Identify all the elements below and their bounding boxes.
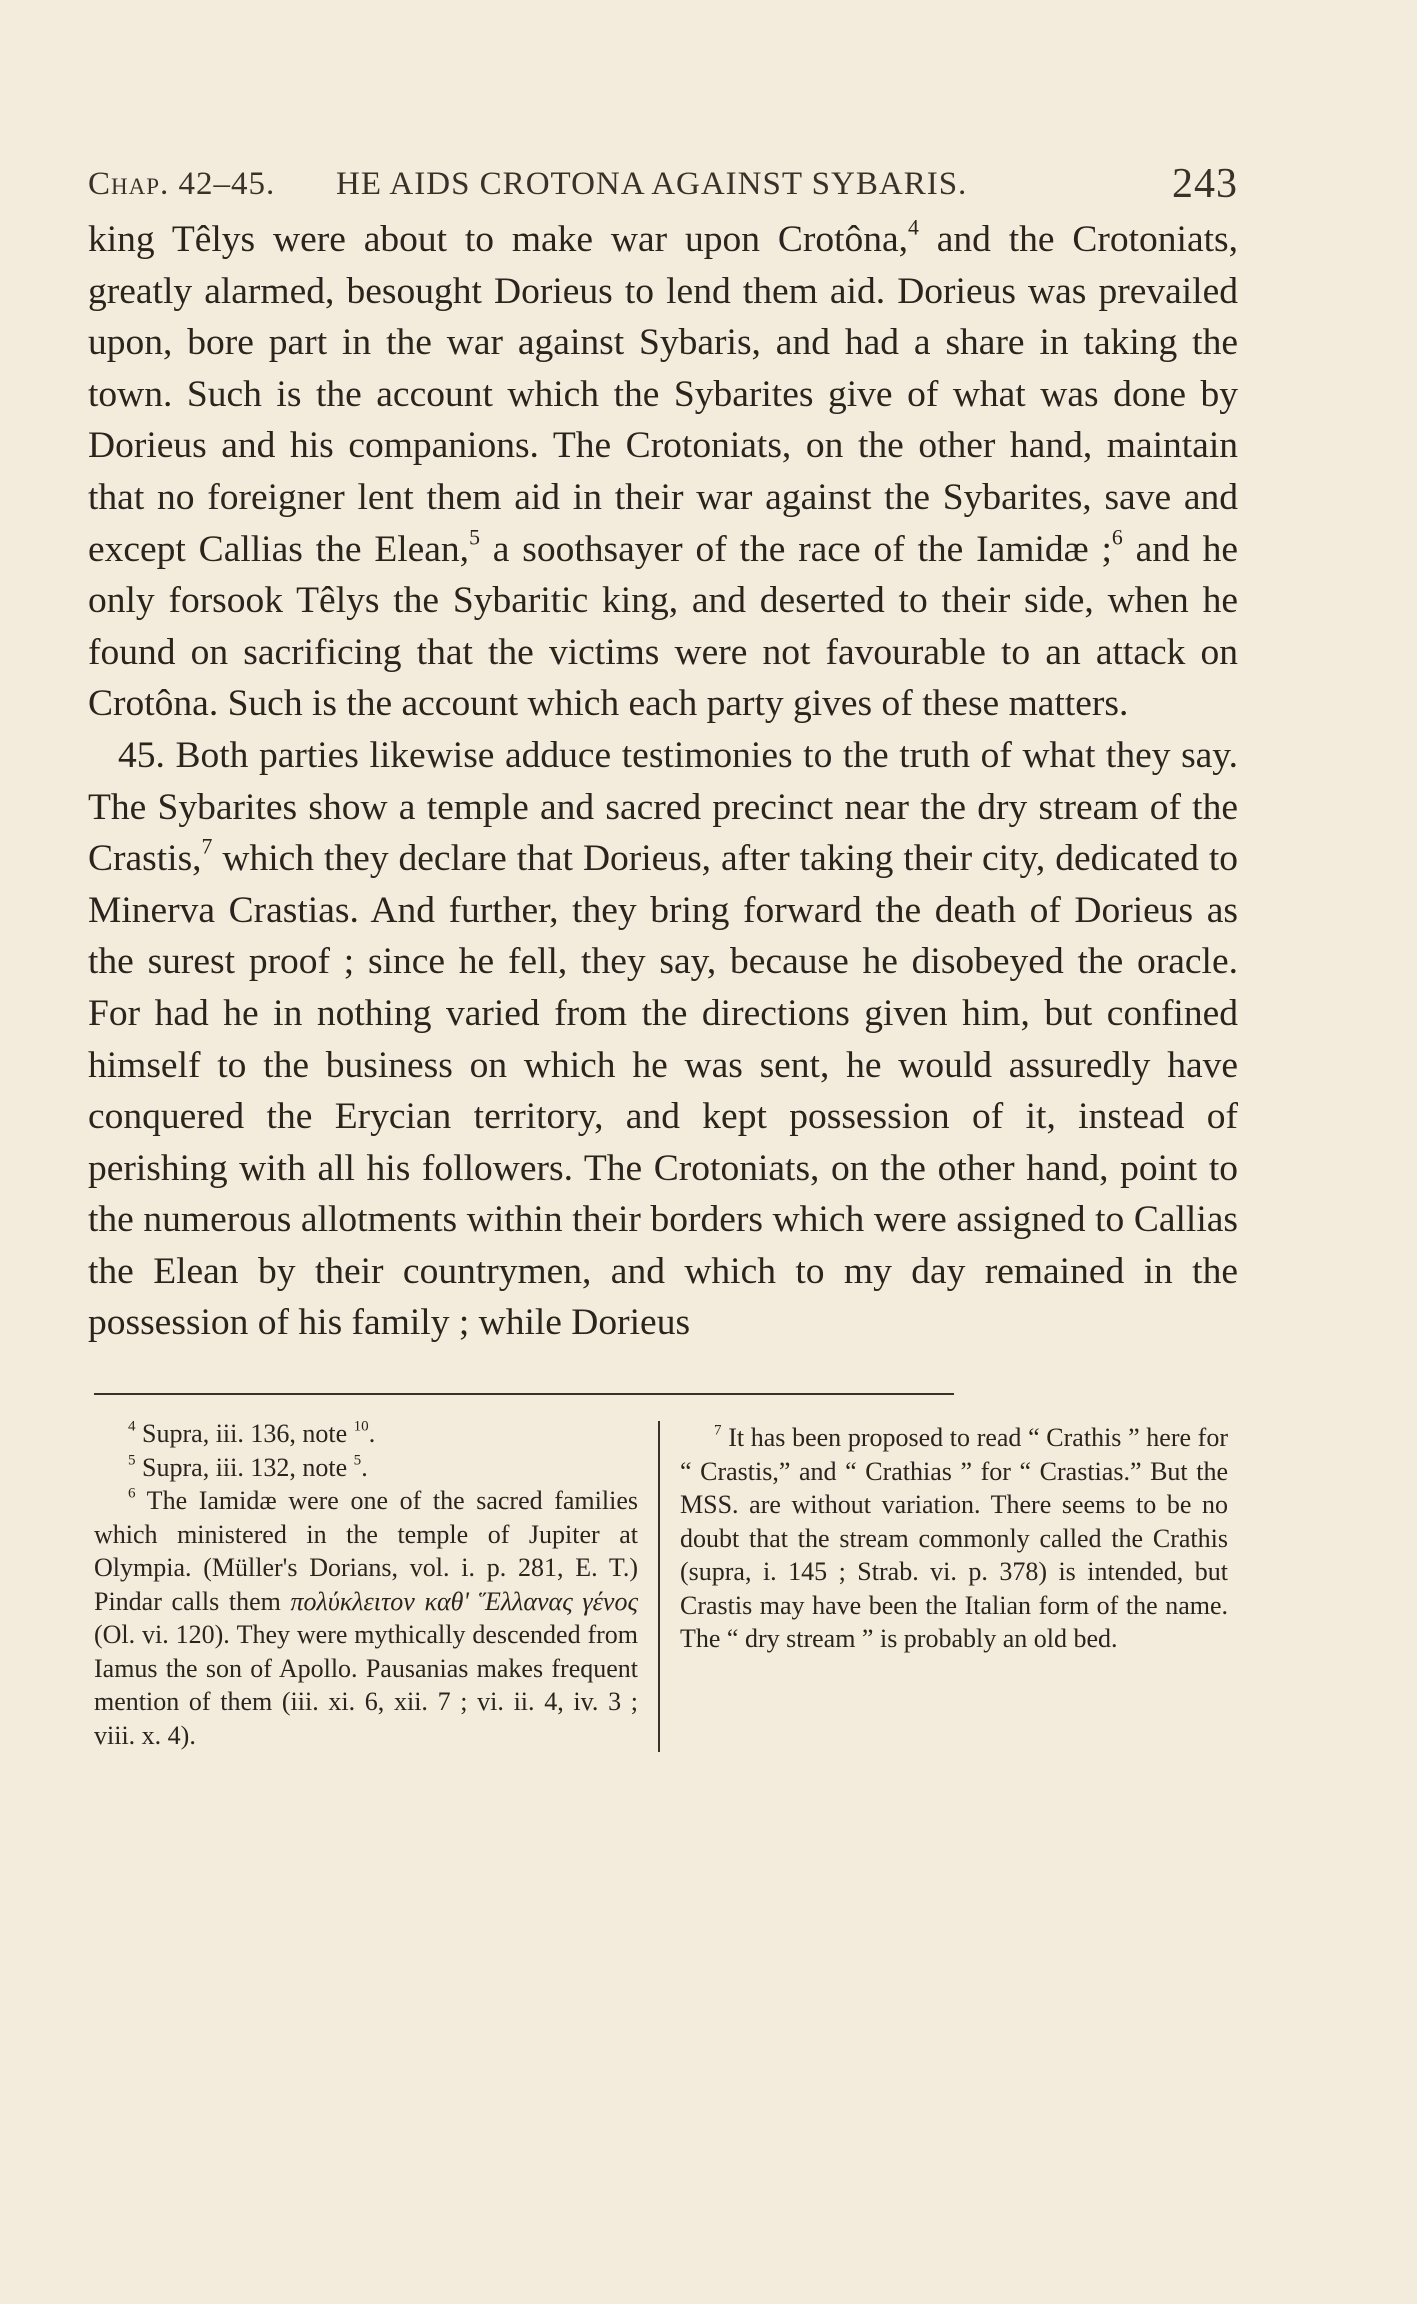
footnote-divider: [94, 1393, 954, 1395]
main-text: [88, 214, 1238, 1349]
paragraph: 45. Both parties likewise adduce testimonies to the truth of what they say. The Sybarites show a temple and sacred precinct near the dry stream of the Crastis,$^7$ which they declare that Dorieus, after taking their city, dedicated to Minerva Crastias. And further, they bring forward the death of Dorieus as the surest proof ; since he fell, they say, because he disobeyed the oracle. For had he in nothing varied from the directions given him, but confined himself to the business on which he was sent, he would assuredly have conquered the Erycian territory, and kept possession of it, instead of perishing with all his followers. The Crotoniats, on the other hand, point to the numerous allotments within their borders which were assigned to Callias the Elean by their countrymen, and which to my day remained in the possession of his family ; while Dorieus: [88, 734, 1238, 1344]
footnote-4: $^4$ Supra, iii. 136, note $^{10}$.: [128, 1418, 376, 1449]
page-number: 243: [1172, 161, 1238, 207]
footnote-ref: 7: [201, 834, 213, 859]
footnote-7: $^7$ It has been proposed to read “ Crathis ” here for “ Crastis,” and “ Crathias ” for “ Crastias.” But the MSS. are without variation. There seems to be no doubt that the stream commonly called the Crathis (supra, i. 145 ; Strab. vi. p. 378) is intended, but Crastis may have been the Italian form of the name. The “ dry stream ” is probably an old bed.: [680, 1422, 1228, 1654]
footnote-column-left: [88, 1417, 658, 1752]
footnote-5: $^5$ Supra, iii. 132, note $^5$.: [128, 1452, 368, 1482]
footnote-6: $^6$ The Iamidæ were one of the sacred families which ministered in the temple of Jupiter at Olympia. (Müller's Dorians, vol. i. p. 281, E. T.) Pindar calls them πολύκλειτον καθ' Ἕλλανας γένος (Ol. vi. 120). They were mythically descended from Iamus the son of Apollo. Pausanias makes frequent mention of them (iii. xi. 6, xii. 7 ; vi. ii. 4, iv. 3 ; viii. x. 4).: [94, 1485, 638, 1750]
running-title: HE AIDS CROTONA AGAINST SYBARIS.: [336, 166, 968, 202]
footnote-ref: 6: [1111, 525, 1123, 550]
footnote-ref: 4: [908, 215, 919, 240]
chapter-reference: Chap. 42–45.: [88, 166, 276, 202]
running-head: [88, 160, 1238, 208]
paragraph: king Têlys were about to make war upon Crotôna,$^4$ and the Crotoniats, greatly alarmed, besought Dorieus to lend them aid. Dorieus was prevailed upon, bore part in the war against Sybaris, and had a share in taking the town. Such is the account which the Sybarites give of what was done by Dorieus and his companions. The Crotoniats, on the other hand, maintain that no foreigner lent them aid in their war against the Sybarites, save and except Callias the Elean,$^5$ a soothsayer of the race of the Iamidæ ;$^6$ and he only forsook Têlys the Sybaritic king, and deserted to their side, when he found on sacrificing that the victims were not favourable to an attack on Crotôna. Such is the account which each party gives of these matters.: [88, 215, 1238, 725]
greek-quotation: πολύκλειτον καθ' Ἕλλανας γένος: [290, 1586, 638, 1616]
footnotes: [88, 1417, 1238, 1752]
book-page: [88, 160, 1238, 1752]
footnote-ref: 5: [469, 525, 480, 550]
footnote-column-right: [658, 1421, 1228, 1752]
